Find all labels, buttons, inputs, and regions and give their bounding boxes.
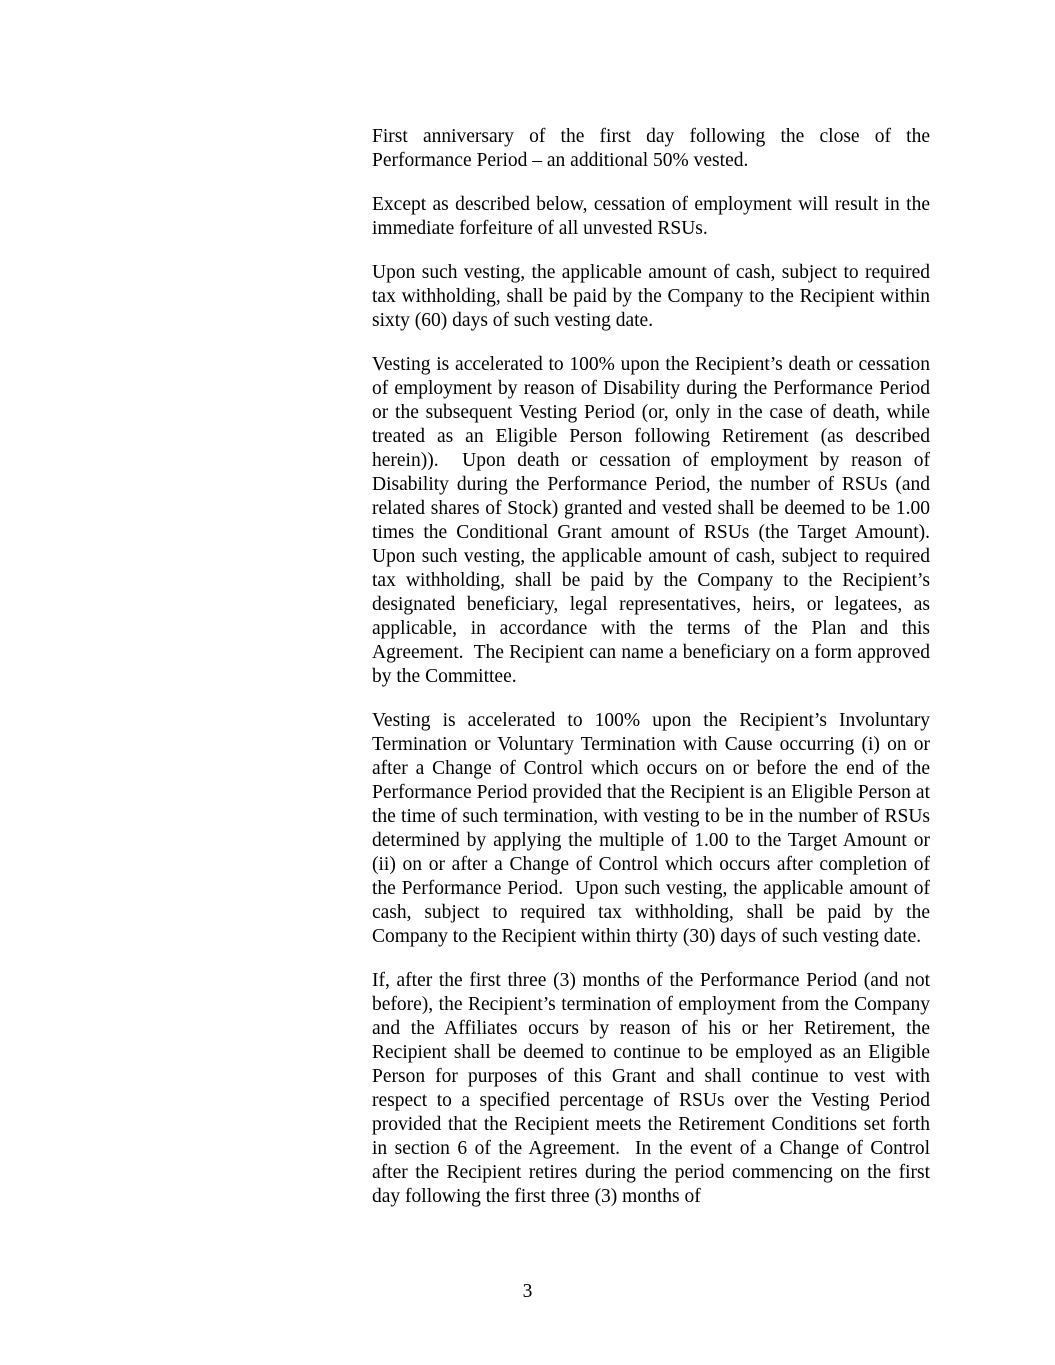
body-text xyxy=(372,125,940,1229)
paragraph-cash-payment: Upon such vesting, the applicable amount of cash, subject to required tax withholding, shall be paid by the Company to the Recipient within sixty (60) days of such vesting date. xyxy=(372,262,935,331)
paragraph-change-of-control: Vesting is accelerated to 100% upon the Recipient’s Involuntary Termination or Voluntary Termination with Cause occurring (i) on or after a Change of Control which occurs on or before the end of the Performance Period provided that the Recipient is an Eligible Person at the time of such termination, with vesting to be in the number of RSUs determined by applying the multiple of 1.00 to the Target Amount or (ii) on or after a Change of Control which occurs after completion of the Performance Period. Upon such vesting, the applicable amount of cash, subject to required tax withholding, shall be paid by the Company to the Recipient within thirty (30) days of such vesting date. xyxy=(372,710,935,947)
page-number: 3 xyxy=(522,1281,533,1302)
paragraph-retirement: If, after the first three (3) months of the Performance Period (and not before), the Recipient’s termination of employment from the Company and the Affiliates occurs by reason of his or her Retirement, the Recipient shall be deemed to continue to be employed as an Eligible Person for purposes of this Grant and shall continue to vest with respect to a specified percentage of RSUs over the Vesting Period provided that the Recipient meets the Retirement Conditions set forth in section 6 of the Agreement. In the event of a Change of Control after the Recipient retires during the period commencing on the first day following the first three (3) months of xyxy=(372,970,935,1207)
paragraph-death-disability: Vesting is accelerated to 100% upon the Recipient’s death or cessation of employment by reason of Disability during the Performance Period or the subsequent Vesting Period (or, only in the case of death, while treated as an Eligible Person following Retirement (as described herein)). Upon death or cessation of employment by reason of Disability during the Performance Period, the number of RSUs (and related shares of Stock) granted and vested shall be deemed to be 1.00 times the Conditional Grant amount of RSUs (the Target Amount). Upon such vesting, the applicable amount of cash, subject to required tax withholding, shall be paid by the Company to the Recipient’s designated beneficiary, legal representatives, heirs, or legatees, as applicable, in accordance with the terms of the Plan and this Agreement. The Recipient can name a beneficiary on a form approved by the Committee. xyxy=(372,354,940,687)
paragraph-vesting-anniversary: First anniversary of the first day following the close of the Performance Period – an additional 50% vested. xyxy=(372,126,935,171)
paragraph-cessation-forfeiture: Except as described below, cessation of employment will result in the immediate forfeiture of all unvested RSUs. xyxy=(372,194,935,239)
